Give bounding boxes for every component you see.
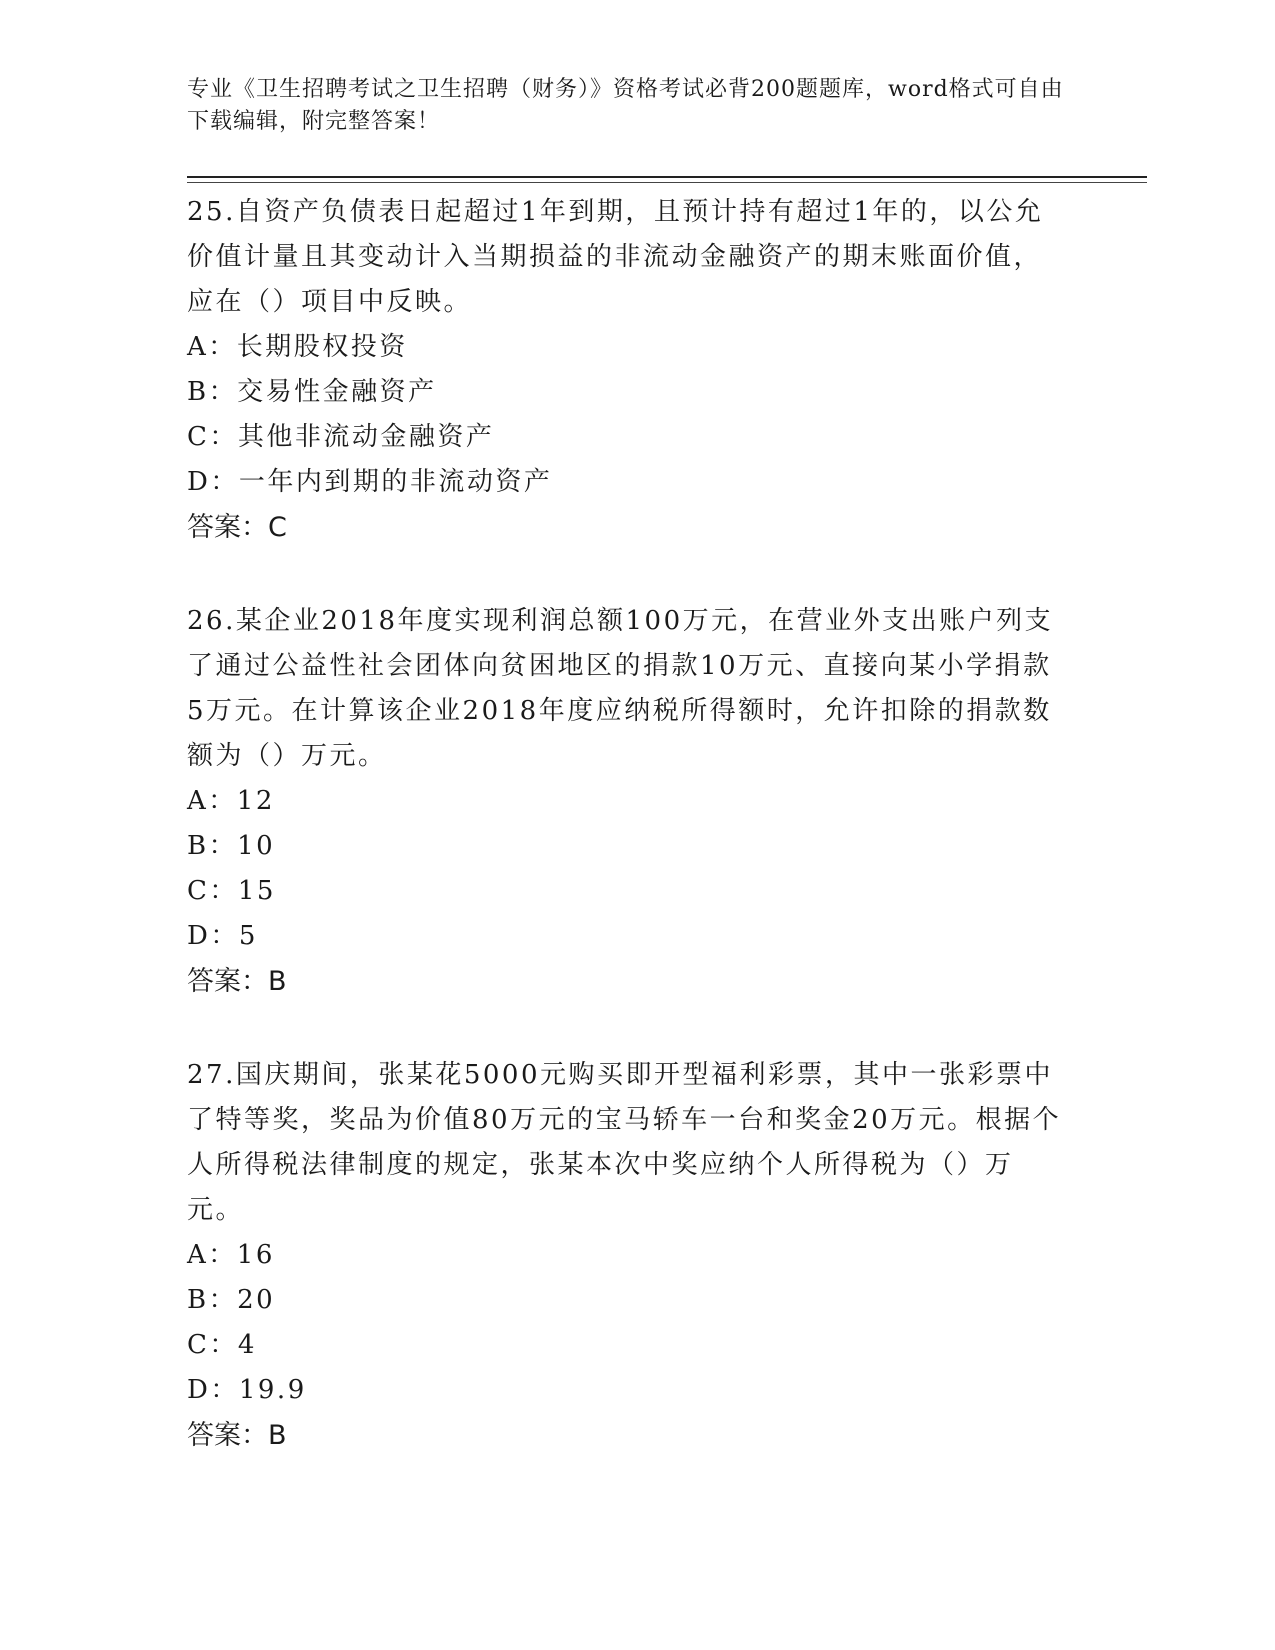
- answer-label: 答案：B: [187, 1420, 287, 1451]
- answer-label: 答案：C: [187, 512, 287, 543]
- question-25: [187, 190, 1067, 550]
- option-c: C：15: [187, 876, 276, 906]
- option-a: A：12: [187, 786, 275, 816]
- option-d: D：5: [187, 921, 258, 951]
- option-a: A：16: [187, 1240, 275, 1270]
- option-d: D：一年内到期的非流动资产: [187, 467, 553, 497]
- question-stem: 25.自资产负债表日起超过1年到期，且预计持有超过1年的，以公允价值计量且其变动计入当期损益的非流动金融资产的期末账面价值，应在（）项目中反映。: [187, 197, 1044, 317]
- option-c: C：其他非流动金融资产: [187, 422, 495, 452]
- answer-label: 答案：B: [187, 966, 287, 997]
- option-b: B：10: [187, 831, 276, 861]
- question-26: [187, 599, 1067, 1004]
- option-c: C：4: [187, 1330, 257, 1360]
- question-stem: 27.国庆期间，张某花5000元购买即开型福利彩票，其中一张彩票中了特等奖，奖品为价值80万元的宝马轿车一台和奖金20万元。根据个人所得税法律制度的规定，张某本次中奖应纳个人所得税为（）万元。: [187, 1060, 1062, 1225]
- option-b: B：20: [187, 1285, 276, 1315]
- header-divider-thick: [187, 176, 1147, 178]
- option-d: D：19.9: [187, 1375, 307, 1405]
- header-divider-thin: [187, 182, 1147, 183]
- question-stem: 26.某企业2018年度实现利润总额100万元，在营业外支出账户列支了通过公益性社会团体向贫困地区的捐款10万元、直接向某小学捐款5万元。在计算该企业2018年度应纳税所得额时，允许扣除的捐款数额为（）万元。: [187, 606, 1054, 771]
- document-header: 专业《卫生招聘考试之卫生招聘（财务）》资格考试必背200题题库，word格式可自由下载编辑，附完整答案！: [187, 77, 1064, 134]
- option-b: B：交易性金融资产: [187, 377, 437, 407]
- option-a: A：长期股权投资: [187, 332, 408, 362]
- question-27: [187, 1053, 1067, 1458]
